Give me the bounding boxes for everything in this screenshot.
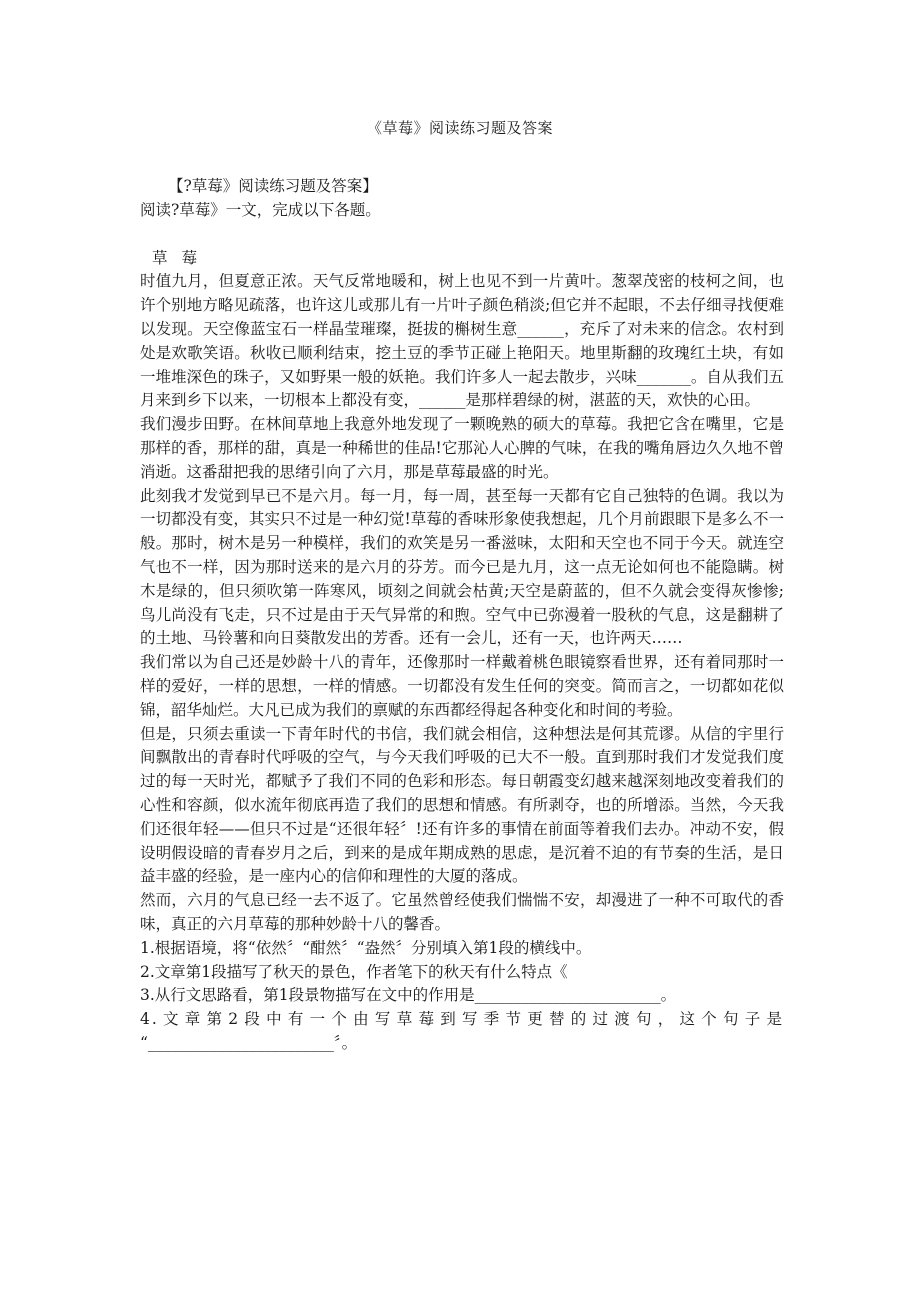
essay-title: 草莓 — [152, 248, 212, 267]
paragraph-1: 时值九月，但夏意正浓。天气反常地暖和，树上也见不到一片黄叶。葱翠茂密的枝柯之间，也许个别地方略见疏落，也许这儿或那儿有一片叶子颜色稍淡;但它并不起眼，不去仔细寻找便难以发现。天空像蓝宝石一样晶莹璀璨，挺拔的槲树生意______，充斥了对未来的信念。农村到处是欢歌笑语。秋收已顺利结束，挖土豆的季节正碰上艳阳天。地里斯翻的玫瑰红土块，有如一堆堆深色的珠子，又如野果一般的妖艳。我们许多人一起去散步，兴味_______。自从我们五月来到乡下以来，一切根本上都没有变，______是那样碧绿的树，湛蓝的天，欢快的心田。 — [140, 272, 784, 410]
document-title: 《草莓》阅读练习题及答案 — [366, 119, 553, 137]
question-3: 3.从行文思路看，第1段景物描写在文中的作用是________________________。 — [140, 986, 677, 1005]
question-2: 2.文章第1段描写了秋天的景色，作者笔下的秋天有什么特点《 — [140, 962, 568, 981]
intro-line: 阅读?草莓》一文，完成以下各题。 — [140, 200, 381, 219]
question-4-answer-line: “________________________〞。 — [140, 1033, 358, 1052]
question-4: 4.文章第2段中有一个由写草莓到写季节更替的过渡句，这个句子是 — [140, 1010, 784, 1029]
spacer — [140, 223, 784, 247]
document-body — [140, 175, 784, 1056]
section-header: 【?草莓》阅读练习题及答案】 — [168, 177, 378, 195]
paragraph-5: 但是，只须去重读一下青年时代的书信，我们就会相信，这种想法是何其荒谬。从信的宇里行间飘散出的青春时代呼吸的空气，与今天我们呼吸的已大不一般。直到那时我们才发觉我们度过的每一天时光，都赋予了我们不同的色彩和形态。每日朝霞变幻越来越深刻地改变着我们的心性和容颜，似水流年彻底再造了我们的思想和情感。有所剥夺，也的所增添。当然，今天我们还很年轻——但只不过是“还很年轻〞!还有许多的事情在前面等着我们去办。冲动不安，假设明假设暗的青春岁月之后，到来的是成年期成熟的思虑，是沉着不迫的有节奏的生活，是日益丰盛的经验，是一座内心的信仰和理性的大厦的落成。 — [140, 724, 784, 886]
question-1: 1.根据语境，将“依然〞“酣然〞“盎然〞分别填入第1段的横线中。 — [140, 938, 592, 957]
paragraph-6: 然而，六月的气息已经一去不返了。它虽然曾经使我们惴惴不安，却漫进了一种不可取代的香味，真正的六月草莓的那种妙龄十八的馨香。 — [140, 891, 784, 933]
paragraph-4: 我们常以为自己还是妙龄十八的青年，还像那时一样戴着桃色眼镜察看世界，还有着同那时一样的爱好，一样的思想，一样的情感。一切都没有发生任何的突变。简而言之，一切都如花似锦，韶华灿烂。大凡已成为我们的禀赋的东西都经得起各种变化和时间的考验。 — [140, 653, 784, 719]
paragraph-2: 我们漫步田野。在林间草地上我意外地发现了一颗晚熟的硕大的草莓。我把它含在嘴里，它是那样的香，那样的甜，真是一种稀世的佳品!它那沁人心脾的气味，在我的嘴角唇边久久地不曾消逝。这番甜把我的思绪引向了六月，那是草莓最盛的时光。 — [140, 415, 784, 481]
paragraph-3: 此刻我才发觉到早已不是六月。每一月，每一周，甚至每一天都有它自己独特的色调。我以为一切都没有变，其实只不过是一种幻觉!草莓的香味形象使我想起，几个月前跟眼下是多么不一般。那时，树木是另一种模样，我们的欢笑是另一番滋味，太阳和天空也不同于今天。就连空气也不一样，因为那时送来的是六月的芬芳。而今已是九月，这一点无论如何也不能隐瞒。树木是绿的，但只须吹第一阵寒风，顷刻之间就会枯黄;天空是蔚蓝的，但不久就会变得灰惨惨;鸟儿尚没有飞走，只不过是由于天气异常的和煦。空气中已弥漫着一股秋的气息，这是翻耕了的土地、马铃薯和向日葵散发出的芳香。还有一会儿，还有一天，也许两天…… — [140, 486, 784, 648]
